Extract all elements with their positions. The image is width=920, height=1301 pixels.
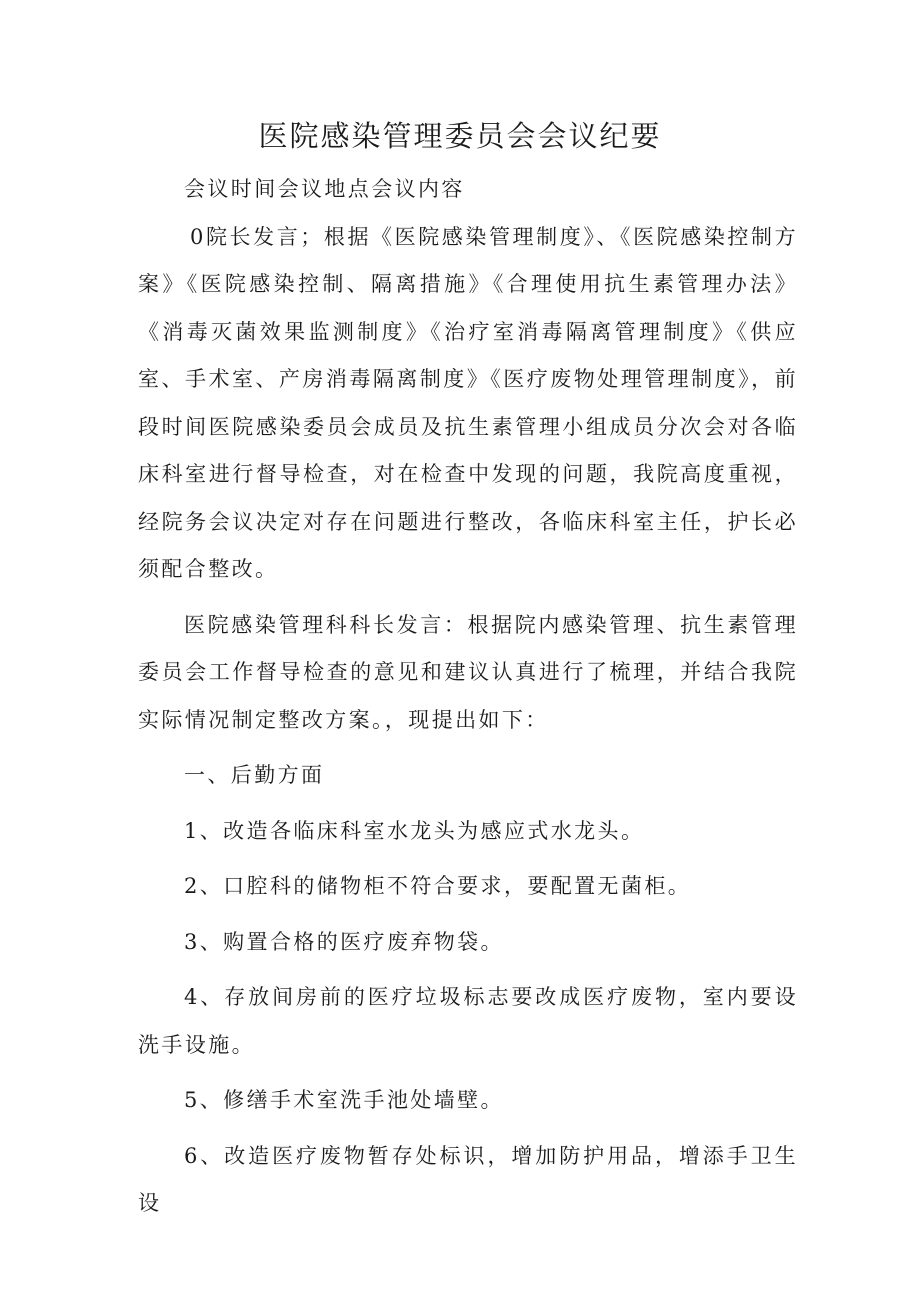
list-item: 1、改造各临床科室水龙头为感应式水龙头。 [184,818,645,843]
list-item: 6、改造医疗废物暂存处标识，增加防护用品，增添手卫生设 [138,1143,798,1215]
list-item: 4、存放间房前的医疗垃圾标志要改成医疗废物，室内要设洗手设施。 [138,985,798,1057]
section-heading-logistics: 一、后勤方面 [184,763,325,787]
director-speech-paragraph: 0院长发言；根据《医院感染管理制度》、《医院感染控制方案》《医院感染控制、隔离措施》《合理使用抗生素管理办法》《消毒灭菌效果监测制度》《治疗室消毒隔离管理制度》《供应室、手术室、产房消毒隔离制度》《医疗废物处理管理制度》，前段时间医院感染委员会成员及抗生素管理小组成员分次会对各临床科室进行督导检查，对在检查中发现的问题，我院高度重视，经院务会议决定对存在问题进行整改，各临床科室主任，护长必须配合整改。 [138,224,798,581]
document-body [138,166,798,1228]
list-item: 3、购置合格的医疗废弃物袋。 [184,929,504,954]
meeting-info-line: 会议时间会议地点会议内容 [184,177,465,201]
section-chief-speech-paragraph: 医院感染管理科科长发言：根据院内感染管理、抗生素管理委员会工作督导检查的意见和建议认真进行了梳理，并结合我院实际情况制定整改方案。，现提出如下： [138,612,798,732]
list-item: 2、口腔科的储物柜不符合要求，要配置无菌柜。 [184,874,692,898]
document-title: 医院感染管理委员会会议纪要 [258,119,662,153]
list-item: 5、修缮手术室洗手池处墙壁。 [184,1088,504,1112]
